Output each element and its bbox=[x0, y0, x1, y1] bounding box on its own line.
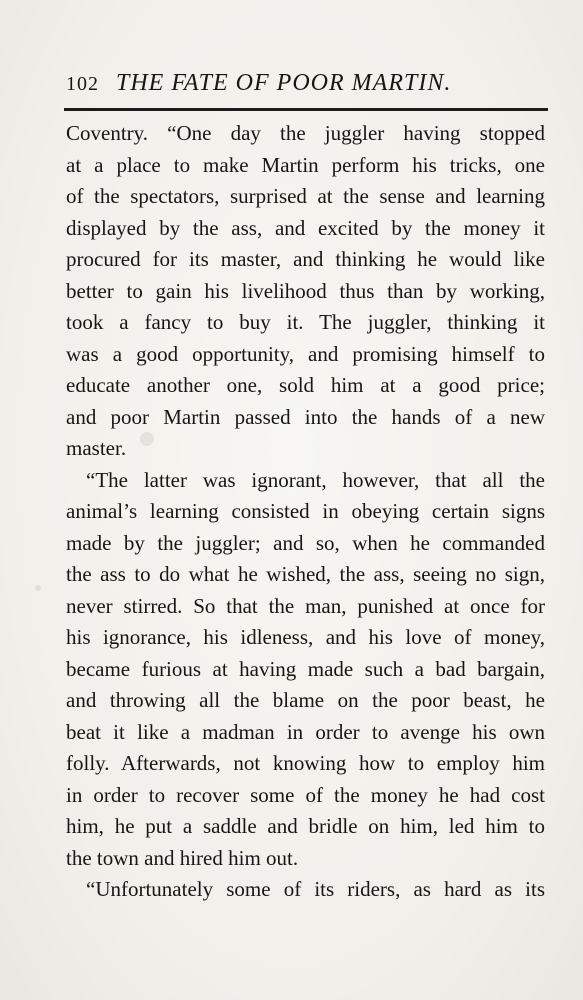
text-line: the ass to do what he wished, the ass, seeing no sign, bbox=[66, 562, 545, 586]
text-line: took a fancy to buy it. The juggler, thinking it bbox=[66, 310, 545, 334]
body-text bbox=[66, 118, 545, 906]
header-rule bbox=[64, 108, 548, 111]
text-line: in order to recover some of the money he had cost bbox=[66, 782, 545, 807]
text-line: and poor Martin passed into the hands of a new bbox=[66, 404, 545, 429]
paper-speck bbox=[140, 432, 154, 446]
text-line: “Unfortunately some of its riders, as hard as its bbox=[86, 877, 545, 901]
text-line: of the spectators, surprised at the sense and learning bbox=[66, 184, 545, 208]
text-line: at a place to make Martin perform his tricks, one bbox=[66, 152, 545, 177]
text-line: beat it like a madman in order to avenge his own bbox=[66, 719, 545, 744]
text-line: educate another one, sold him at a good price; bbox=[66, 373, 545, 397]
text-line: displayed by the ass, and excited by the money it bbox=[66, 215, 545, 240]
page-header bbox=[66, 70, 546, 102]
text-line: never stirred. So that the man, punished at once for bbox=[66, 593, 545, 618]
text-line: the town and hired him out. bbox=[66, 845, 299, 870]
paper-speck bbox=[35, 585, 41, 591]
text-line: Coventry. “One day the juggler having stopped bbox=[66, 121, 545, 145]
text-line: him, he put a saddle and bridle on him, led him to bbox=[66, 814, 545, 838]
text-line: became furious at having made such a bad bargain, bbox=[66, 656, 545, 681]
text-line: made by the juggler; and so, when he commanded bbox=[66, 530, 545, 555]
text-line: and throwing all the blame on the poor beast, he bbox=[66, 688, 545, 712]
text-line: procured for its master, and thinking he would like bbox=[66, 247, 545, 271]
text-line: folly. Afterwards, not knowing how to employ him bbox=[66, 751, 545, 775]
text-line: was a good opportunity, and promising himself to bbox=[66, 341, 545, 366]
text-line: master. bbox=[66, 436, 127, 460]
running-title: THE FATE OF POOR MARTIN. bbox=[116, 70, 452, 96]
text-line: animal’s learning consisted in obeying certain signs bbox=[66, 499, 545, 523]
page-number: 102 bbox=[66, 73, 99, 95]
text-line: better to gain his livelihood thus than by working, bbox=[66, 278, 545, 303]
text-line: “The latter was ignorant, however, that all the bbox=[86, 467, 545, 492]
text-line: his ignorance, his idleness, and his love of money, bbox=[66, 625, 545, 649]
